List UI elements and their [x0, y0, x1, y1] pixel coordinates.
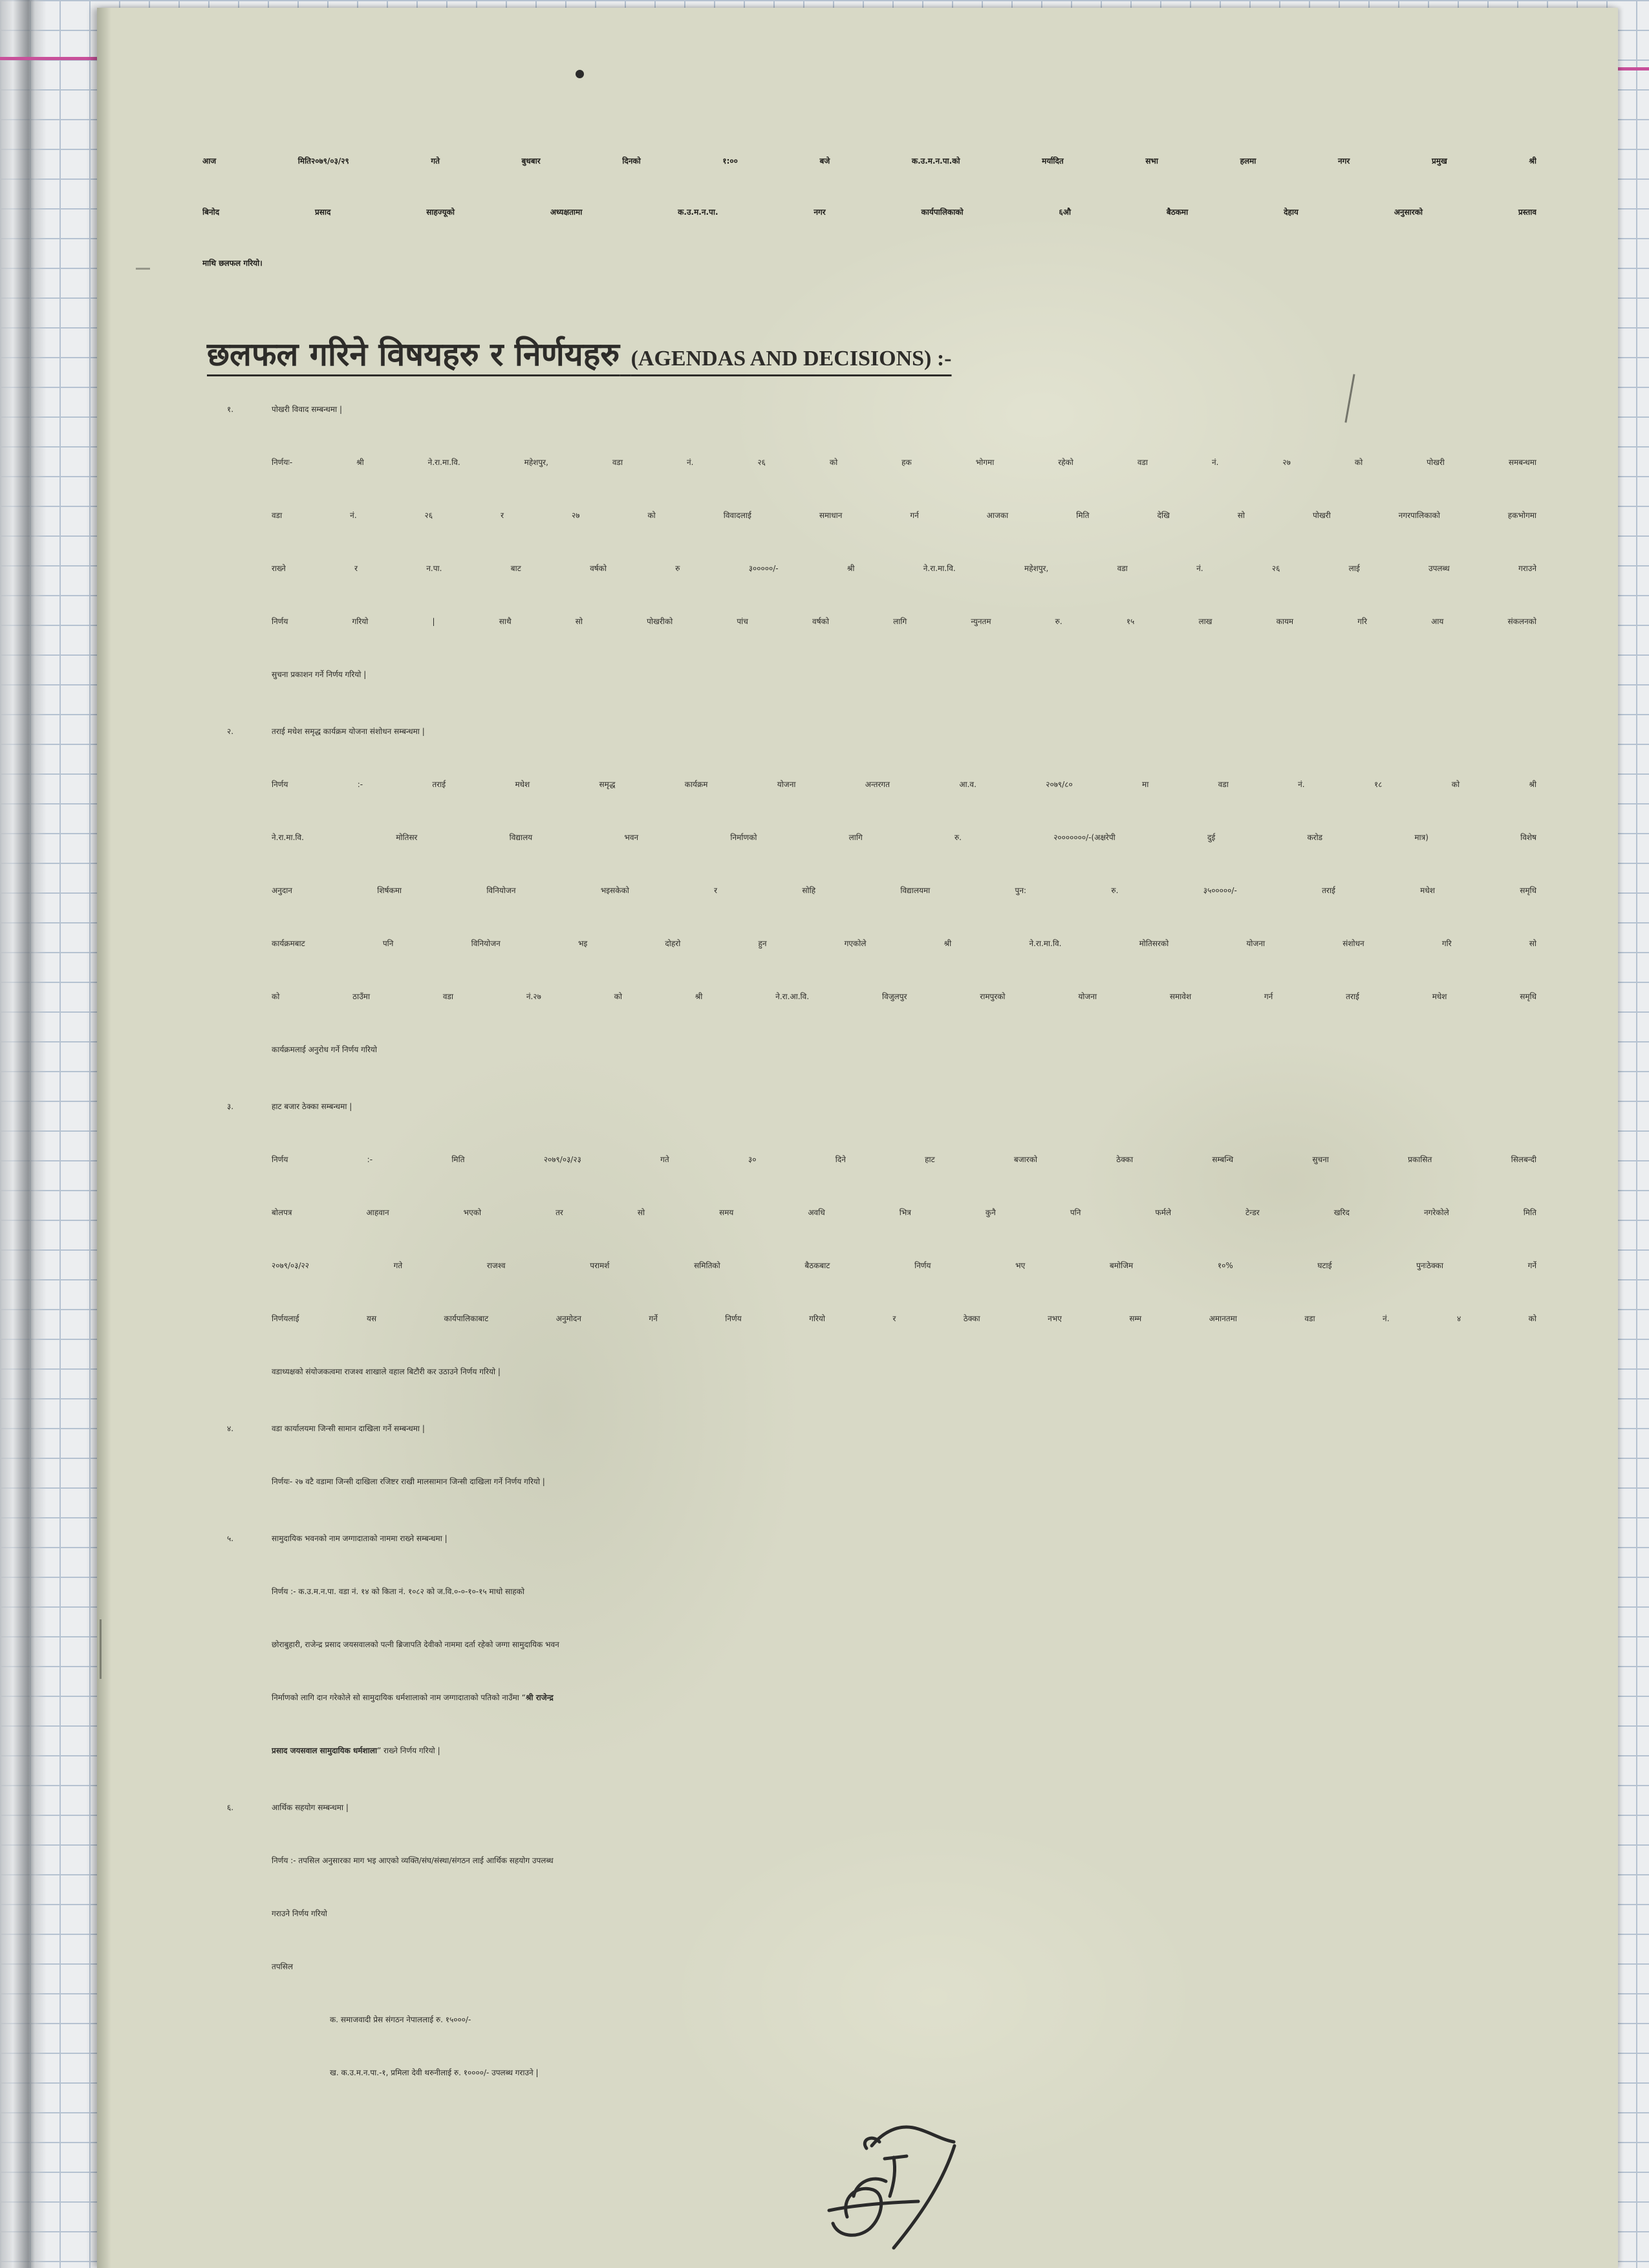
margin-line-left [0, 57, 98, 60]
agenda-title: वडा कार्यालयमा जिन्सी सामान दाखिला गर्ने सम्बन्धमा | [272, 1424, 425, 1433]
agenda-title-row [227, 705, 1536, 758]
agenda-number: ५. [227, 1534, 234, 1543]
decision-line: ने.रा.मा.वि. मोतिसर विद्यालय भवन निर्माणको लागि रु. २०००००००/-(अक्षरेपी दुई करोड मात्र) विशेष [272, 833, 1536, 842]
agenda-item [227, 1402, 1536, 1508]
decision-line: बोलपत्र आहवान भएको तर सो समय अवधि भित्र कुनै पनि फर्मले टेन्डर खरिद नगरेकोले मिति [272, 1208, 1536, 1217]
pencil-dash [136, 268, 150, 270]
agenda-title-row [227, 1080, 1536, 1133]
document-sheet [97, 8, 1618, 2268]
dharmashala-name-bold: श्री राजेन्द्र [525, 1693, 554, 1702]
dharmashala-name-bold: प्रसाद जयसवाल सामुदायिक धर्मशाला [272, 1746, 378, 1755]
agenda-decision [272, 436, 1536, 701]
decision-line: निर्णयः- श्री ने.रा.मा.वि. महेशपुर, वडा नं. २६ को हक भोगमा रहेको वडा नं. २७ को पोखरी समबन्धमा [272, 458, 1536, 467]
decision-line: निर्णय :- तपसिल अनुसारका माग भइ आएको व्यक्ति/संघ/संस्था/संगठन लाई आर्थिक सहयोग उपलब्ध [272, 1856, 554, 1865]
agenda-title-row [227, 383, 1536, 436]
decision-line: अनुदान शिर्षकमा विनियोजन भइसकेको र सोहि विद्यालयमा पुन: रु. ३५०००००/- तराई मधेश समृधि [272, 886, 1536, 895]
agenda-title: सामुदायिक भवनको नाम जग्गादाताको नाममा राख्ने सम्बन्धमा | [272, 1534, 447, 1543]
agenda-number: ३. [227, 1102, 234, 1111]
agenda-decision [272, 1455, 1536, 1508]
decision-line: निर्णय :- क.उ.म.न.पा. वडा नं. १४ को किता नं. १०८२ को ज.वि.०-०-१०-१५ माधो साहको [272, 1587, 524, 1596]
tapsil-label: तपसिल [272, 1962, 294, 1971]
agenda-item [227, 1781, 1536, 2099]
agenda-decision [272, 758, 1536, 1076]
ink-dot [576, 70, 584, 78]
agenda-number: २. [227, 727, 234, 736]
heading-nepali: छलफल गरिने विषयहरु र निर्णयहरु [207, 336, 620, 373]
decision-line: वडाध्यक्षको संयोजकत्वमा राजश्व शाखाले वहाल बिटौरी कर उठाउने निर्णय गरियो | [272, 1367, 501, 1376]
section-heading [207, 328, 952, 385]
tapsil-item: क. समाजवादी प्रेस संगठन नेपाललाई रु. १५०००/- [330, 2015, 471, 2024]
agenda-title-row [227, 1402, 1536, 1455]
agenda-decision [272, 1133, 1536, 1398]
tapsil-item: ख. क.उ.म.न.पा.-१, प्रमिला देवी थरुनीलाई रु. १००००/- उपलब्ध गराउने | [330, 2068, 539, 2077]
agenda-item [227, 383, 1536, 701]
agenda-number: १. [227, 405, 234, 414]
handwritten-signature [821, 2120, 970, 2256]
agenda-item [227, 1512, 1536, 1777]
edge-mark [100, 1619, 102, 1679]
agenda-title-row [227, 1781, 1536, 1834]
decision-line: को ठाउँमा वडा नं.२७ को श्री ने.रा.आ.वि. विजुलपुर रामपुरको योजना समावेश गर्न तराई मधेश समृधि [272, 992, 1536, 1001]
agenda-list [227, 379, 1536, 2099]
agenda-title: तराई मधेश समृद्ध कार्यक्रम योजना संशोधन सम्बन्धमा | [272, 727, 425, 736]
agenda-number: ४. [227, 1424, 234, 1433]
decision-line [272, 1671, 1536, 1724]
agenda-title: आर्थिक सहयोग सम्बन्धमा | [272, 1803, 349, 1812]
decision-line: निर्णय गरियो | साथै सो पोखरीको पांच वर्षको लागि न्युनतम रु. १५ लाख कायम गरि आय संकलनको [272, 617, 1536, 626]
decision-line: निर्णयः- २७ वटै वडामा जिन्सी दाखिला रजिष्टर राखी मालसामान जिन्सी दाखिला गर्ने निर्णय गरियो | [272, 1477, 545, 1486]
tapsil-list [272, 1993, 1536, 2099]
agenda-title-row [227, 1512, 1536, 1565]
agenda-decision [272, 1834, 1536, 2099]
decision-line: कार्यक्रमबाट पनि विनियोजन भइ दोहरो हुन गएकोले श्री ने.रा.मा.वि. मोतिसरको योजना संशोधन गरि सो [272, 939, 1536, 948]
decision-line: निर्णयलाई यस कार्यपालिकाबाट अनुमोदन गर्ने निर्णय गरियो र ठेक्का नभए सम्म अमानतमा वडा नं. ४ को [272, 1314, 1536, 1323]
decision-text: निर्माणको लागि दान गरेकोले सो सामुदायिक धर्मशालाको नाम जग्गादाताको पतिको नाउँमा “ [272, 1693, 526, 1702]
intro-line: बिनोद प्रसाद साहज्यूको अध्यक्षतामा क.उ.म.न.पा. नगर कार्यपालिकाको ६औ बैठकमा देहाय अनुसारको प्रस्ताव [202, 208, 1536, 217]
binding-shadow [0, 0, 47, 2268]
decision-text: ” राख्ने निर्णय गरियो | [377, 1746, 440, 1755]
decision-line: वडा नं. २६ र २७ को विवादलाई समाधान गर्न आजका मिति देखि सो पोखरी नगरपालिकाको हकभोगमा [272, 511, 1536, 520]
agenda-title: हाट बजार ठेक्का सम्बन्धमा | [272, 1102, 352, 1111]
agenda-title: पोखरी विवाद सम्बन्धमा | [272, 405, 343, 414]
decision-line: गराउने निर्णय गरियो [272, 1909, 327, 1918]
agenda-number: ६. [227, 1803, 234, 1812]
decision-line [272, 1724, 1536, 1777]
heading-english: (AGENDAS AND DECISIONS) :- [630, 347, 952, 371]
margin-line-right [1614, 67, 1649, 70]
intro-line: माथि छलफल गरियो। [202, 259, 263, 268]
agenda-item [227, 1080, 1536, 1398]
decision-line: २०७९/०३/२२ गते राजश्व परामर्श समितिको बैठकबाट निर्णय भए बमोजिम १०% घटाई पुनःठेक्का गर्ने [272, 1261, 1536, 1270]
decision-line: निर्णय :- तराई मधेश समृद्ध कार्यक्रम योजना अन्तरगत आ.व. २०७९/८० मा वडा नं. १८ को श्री [272, 780, 1536, 789]
agenda-decision [272, 1565, 1536, 1777]
decision-line: निर्णय :- मिति २०७९/०३/२३ गते ३० दिने हाट बजारको ठेक्का सम्बन्धि सुचना प्रकासित सिलबन्दी [272, 1155, 1536, 1164]
agenda-item [227, 705, 1536, 1076]
intro-paragraph [202, 136, 1536, 289]
decision-line: कार्यक्रमलाई अनुरोध गर्ने निर्णय गरियो [272, 1045, 377, 1054]
intro-line: आज मिति२०७९/०३/२९ गते बुधबार दिनको १:०० बजे क.उ.म.न.पा.को मर्यादित सभा हलमा नगर प्रमुख श्री [202, 157, 1536, 166]
decision-line: सुचना प्रकाशन गर्ने निर्णय गरियो | [272, 670, 367, 679]
decision-line: छोराबुहारी, राजेन्द्र प्रसाद जयसवालको पत्नी ब्रिजापति देवीको नाममा दर्ता रहेको जग्गा सामुदायिक भवन [272, 1640, 559, 1649]
decision-line: राख्ने र न.पा. बाट वर्षको रु ३०००००/- श्री ने.रा.मा.वि. महेशपुर, वडा नं. २६ लाई उपलब्ध गराउने [272, 564, 1536, 573]
